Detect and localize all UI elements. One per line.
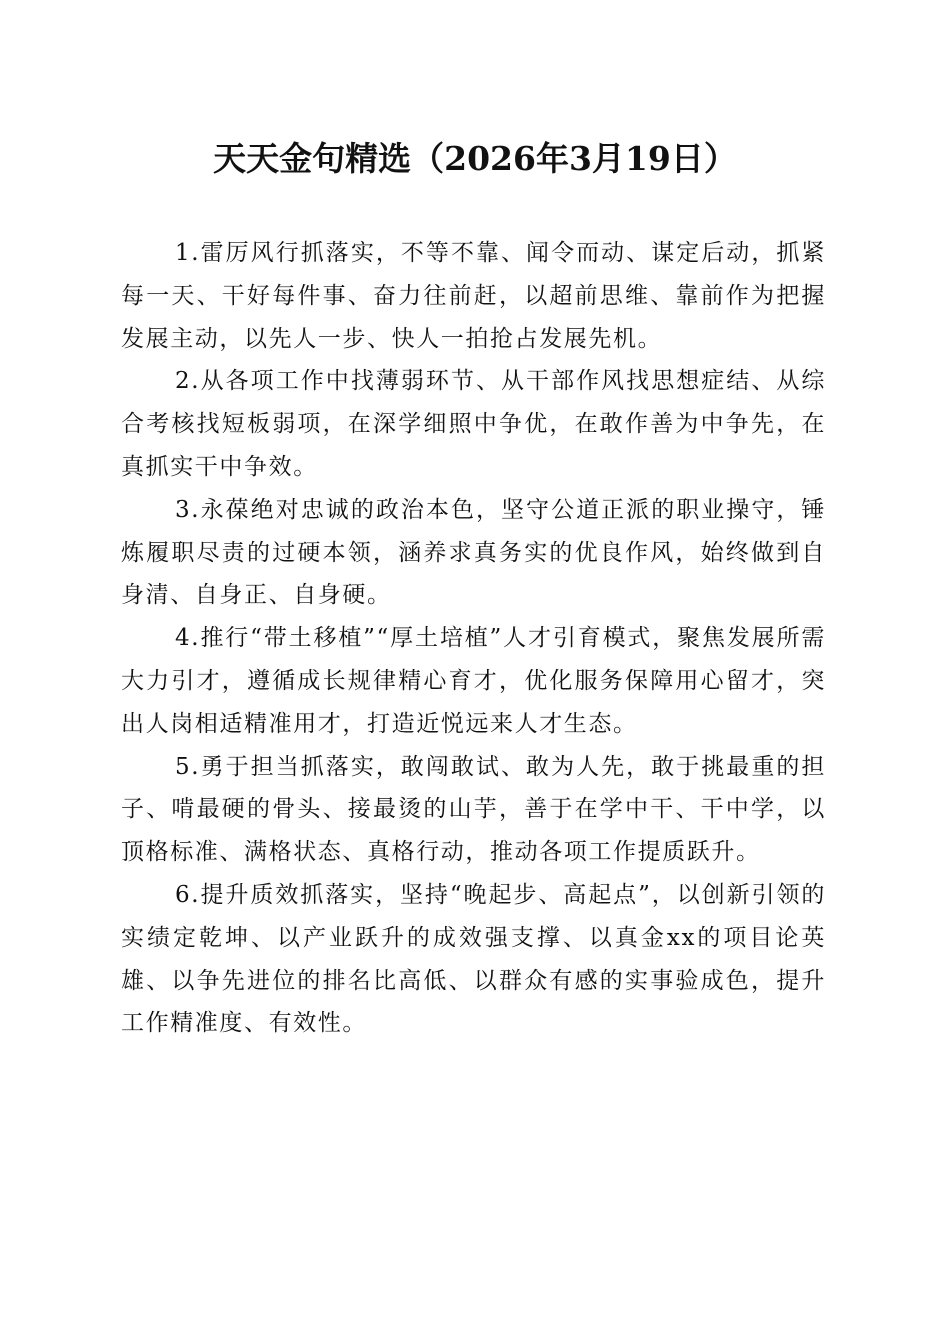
document-body xyxy=(121,232,826,1045)
paragraph-2: 2.从各项工作中找薄弱环节、从干部作风找思想症结、从综合考核找短板弱项，在深学细照中争优，在敢作善为中争先，在真抓实干中争效。 xyxy=(121,368,826,480)
paragraph-1: 1.雷厉风行抓落实，不等不靠、闻令而动、谋定后动，抓紧每一天、干好每件事、奋力往前赶，以超前思维、靠前作为把握发展主动，以先人一步、快人一拍抢占发展先机。 xyxy=(121,240,826,352)
paragraph-3: 3.永葆绝对忠诚的政治本色，坚守公道正派的职业操守，锤炼履职尽责的过硬本领，涵养求真务实的优良作风，始终做到自身清、自身正、自身硬。 xyxy=(121,496,826,609)
paragraph-6: 6.提升质效抓落实，坚持“晚起步、高起点”，以创新引领的实绩定乾坤、以产业跃升的成效强支撑、以真金xx的项目论英雄、以争先进位的排名比高低、以群众有感的实事验成色，提升工作精准度、有效性。 xyxy=(121,881,826,1037)
paragraph-4: 4.推行“带土移植”“厚土培植”人才引育模式，聚焦发展所需大力引才，遵循成长规律精心育才，优化服务保障用心留才，突出人岗相适精准用才，打造近悦远来人才生态。 xyxy=(121,625,826,737)
page-title: 天天金句精选（2026年3月19日） xyxy=(213,139,737,178)
paragraph-5: 5.勇于担当抓落实，敢闯敢试、敢为人先，敢于挑最重的担子、啃最硬的骨头、接最烫的山芋，善于在学中干、干中学，以顶格标准、满格状态、真格行动，推动各项工作提质跃升。 xyxy=(121,753,826,866)
